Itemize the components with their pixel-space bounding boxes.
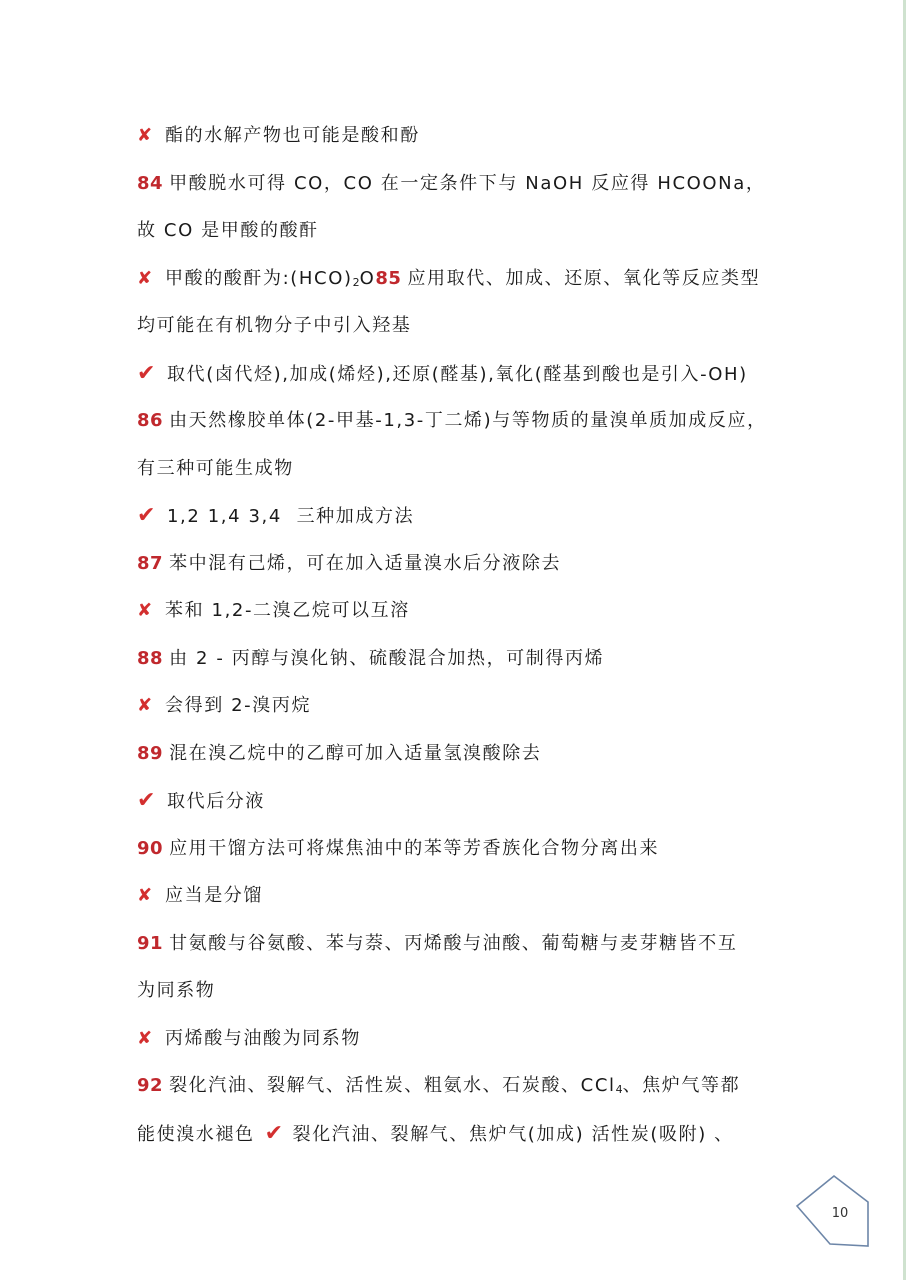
question-number: 89 (137, 742, 164, 764)
question-line-87 (137, 540, 787, 588)
answer-line-88 (137, 682, 787, 730)
question-text: 由 2 - 丙醇与溴化钠、硫酸混合加热，可制得丙烯 (169, 647, 605, 669)
question-text: 混在溴乙烷中的乙醇可加入适量氢溴酸除去 (169, 742, 542, 764)
answer-text: 应当是分馏 (165, 885, 263, 906)
answer-line-85 (137, 350, 787, 398)
question-text-tail: 、焦炉气等都 (622, 1075, 741, 1096)
cross-icon: ✘ (137, 267, 154, 289)
question-text: 甘氨酸与谷氨酸、苯与萘、丙烯酸与油酸、葡萄糖与麦芽糖皆不互 (169, 932, 738, 954)
question-text: 由天然橡胶单体(2-甲基-1,3-丁二烯)与等物质的量溴单质加成反应， (169, 410, 767, 431)
check-icon: ✔ (264, 1120, 285, 1146)
question-line-85-cont (137, 302, 787, 350)
question-number: 90 (137, 837, 164, 859)
answer-text-tail: O (359, 267, 376, 289)
answer-text: 会得到 2-溴丙烷 (165, 695, 312, 716)
question-number: 86 (137, 410, 164, 431)
answer-text: 取代后分液 (167, 791, 265, 812)
answer-text: 裂化汽油、裂解气、焦炉气(加成) 活性炭(吸附) 、 (292, 1123, 734, 1145)
check-icon: ✔ (137, 788, 158, 813)
answer-line-90 (137, 872, 787, 920)
question-line-86-cont (137, 445, 787, 493)
answer-text: 甲酸的酸酐为:(HCO) (165, 267, 353, 289)
question-line-84 (137, 160, 787, 208)
question-line-89 (137, 730, 787, 778)
question-text: 故 CO 是甲酸的酸酐 (137, 220, 319, 241)
question-text: 苯中混有己烯，可在加入适量溴水后分液除去 (169, 552, 562, 574)
question-text: 应用取代、加成、还原、氧化等反应类型 (407, 267, 761, 289)
question-text: 裂化汽油、裂解气、活性炭、粗氨水、石炭酸、CCl (169, 1075, 616, 1096)
answer-line-89 (137, 777, 787, 825)
question-text: 均可能在有机物分子中引入羟基 (137, 315, 412, 336)
answer-line-84-question-85 (137, 255, 787, 303)
question-text: 能使溴水褪色 (137, 1123, 255, 1145)
answer-text: 1,2 1,4 3,4 三种加成方法 (167, 506, 415, 527)
question-line-86 (137, 397, 787, 445)
question-line-92 (137, 1062, 787, 1110)
question-line-91 (137, 920, 787, 968)
question-line-91-cont (137, 967, 787, 1015)
answer-text: 酯的水解产物也可能是酸和酚 (165, 125, 420, 146)
page-number-badge (794, 1170, 874, 1250)
question-text: 应用干馏方法可将煤焦油中的苯等芳香族化合物分离出来 (169, 837, 660, 859)
question-line-92-cont (137, 1110, 787, 1158)
question-number: 84 (137, 172, 164, 194)
question-line-88 (137, 635, 787, 683)
cross-icon: ✘ (137, 885, 154, 906)
check-icon: ✔ (137, 360, 158, 386)
page-number: 10 (831, 1206, 849, 1221)
answer-line-86 (137, 492, 787, 540)
cross-icon: ✘ (137, 125, 154, 146)
document-body (137, 112, 787, 1157)
cross-icon: ✘ (137, 1027, 154, 1049)
check-icon: ✔ (137, 503, 158, 528)
question-line-84-cont (137, 207, 787, 255)
cross-icon: ✘ (137, 695, 154, 716)
answer-text: 取代(卤代烃),加成(烯烃),还原(醛基),氧化(醛基到酸也是引入-OH) (167, 363, 748, 385)
answer-line-87 (137, 587, 787, 635)
question-number: 88 (137, 647, 164, 669)
question-text: 为同系物 (137, 980, 216, 1001)
question-number: 92 (137, 1075, 164, 1096)
subscript: 4 (615, 1083, 623, 1096)
question-number: 91 (137, 932, 164, 954)
answer-text: 丙烯酸与油酸为同系物 (165, 1027, 361, 1049)
question-number: 85 (375, 267, 402, 289)
question-line-90 (137, 825, 787, 873)
answer-text: 苯和 1,2-二溴乙烷可以互溶 (165, 600, 410, 621)
question-text: 甲酸脱水可得 CO，CO 在一定条件下与 NaOH 反应得 HCOONa， (169, 172, 766, 194)
answer-line-91 (137, 1015, 787, 1063)
question-number: 87 (137, 552, 164, 574)
cross-icon: ✘ (137, 600, 154, 621)
answer-line-83 (137, 112, 787, 160)
question-text: 有三种可能生成物 (137, 457, 294, 479)
subscript: 2 (352, 275, 360, 289)
